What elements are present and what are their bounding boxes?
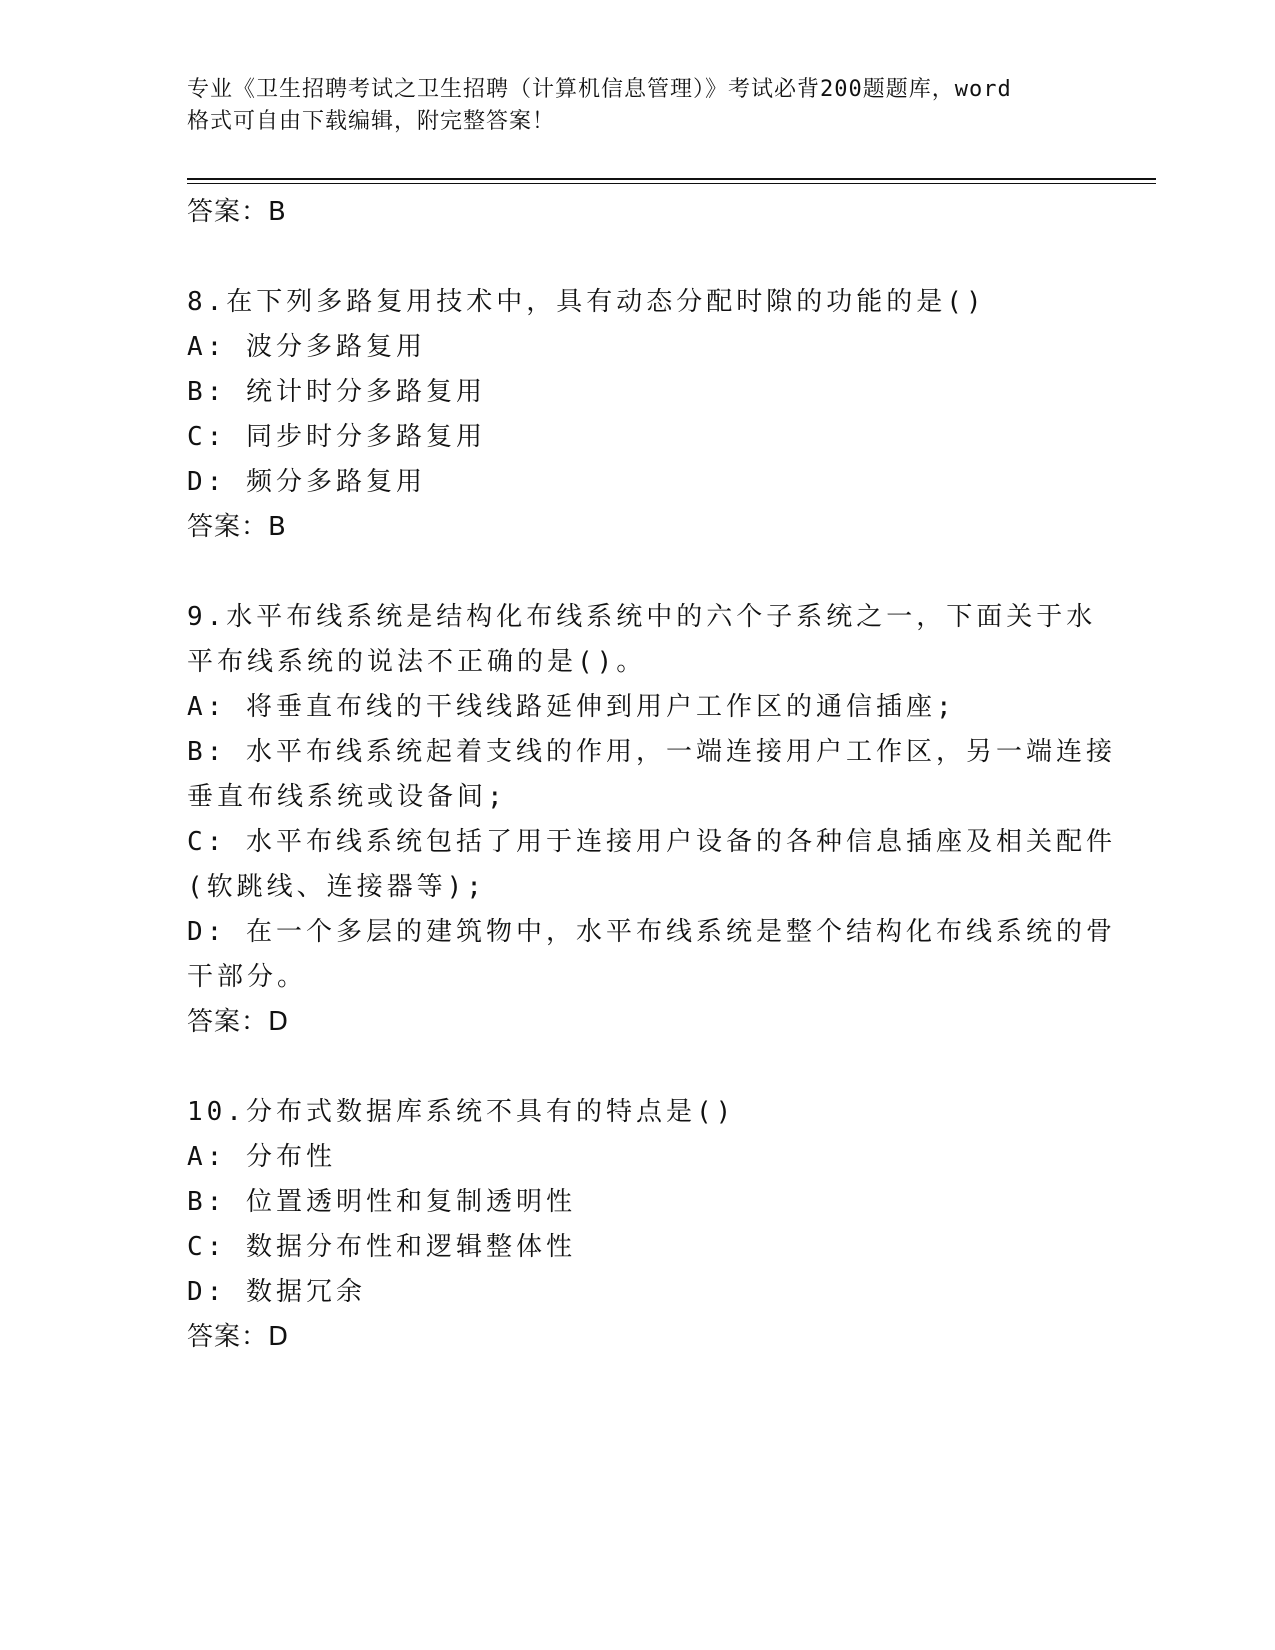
- header-line-1: 专业《卫生招聘考试之卫生招聘（计算机信息管理）》考试必背200题题库，word: [187, 77, 1012, 102]
- question-gap: [187, 550, 1087, 595]
- header-rule-thick: [187, 178, 1156, 180]
- option-text: (软跳线、连接器等);: [187, 872, 486, 902]
- page-header: [187, 74, 1087, 138]
- header-line-2: 格式可自由下载编辑，附完整答案！: [187, 109, 556, 134]
- option-text: C: 同步时分多路复用: [187, 422, 486, 452]
- question-gap: [187, 235, 1087, 280]
- option-text: B: 统计时分多路复用: [187, 377, 486, 407]
- option-text: A: 波分多路复用: [187, 332, 426, 362]
- option-text: 干部分。: [187, 962, 308, 992]
- option-text: A: 将垂直布线的干线线路延伸到用户工作区的通信插座;: [187, 692, 956, 722]
- question-block: [187, 1090, 1087, 1360]
- answer-text: 答案：B: [187, 512, 287, 542]
- option-text: C: 数据分布性和逻辑整体性: [187, 1232, 576, 1262]
- option-text: C: 水平布线系统包括了用于连接用户设备的各种信息插座及相关配件: [187, 827, 1116, 857]
- question-block: [187, 280, 1087, 550]
- previous-answer: 答案：B: [187, 197, 287, 227]
- question-text: 10.分布式数据库系统不具有的特点是(): [187, 1097, 736, 1127]
- question-text: 8.在下列多路复用技术中，具有动态分配时隙的功能的是(): [187, 287, 986, 317]
- option-text: D: 数据冗余: [187, 1277, 366, 1307]
- option-text: D: 频分多路复用: [187, 467, 426, 497]
- question-gap: [187, 1045, 1087, 1090]
- option-text: B: 水平布线系统起着支线的作用，一端连接用户工作区，另一端连接: [187, 737, 1116, 767]
- option-text: 垂直布线系统或设备间;: [187, 782, 507, 812]
- question-list: [187, 190, 1116, 1360]
- option-text: A: 分布性: [187, 1142, 336, 1172]
- question-text: 平布线系统的说法不正确的是()。: [187, 647, 647, 677]
- option-text: B: 位置透明性和复制透明性: [187, 1187, 576, 1217]
- option-text: D: 在一个多层的建筑物中，水平布线系统是整个结构化布线系统的骨: [187, 917, 1116, 947]
- header-rule-thin: [187, 183, 1156, 184]
- question-block: [187, 595, 1116, 1045]
- answer-text: 答案：D: [187, 1007, 290, 1037]
- answer-text: 答案：D: [187, 1322, 290, 1352]
- question-text: 9.水平布线系统是结构化布线系统中的六个子系统之一，下面关于水: [187, 602, 1097, 632]
